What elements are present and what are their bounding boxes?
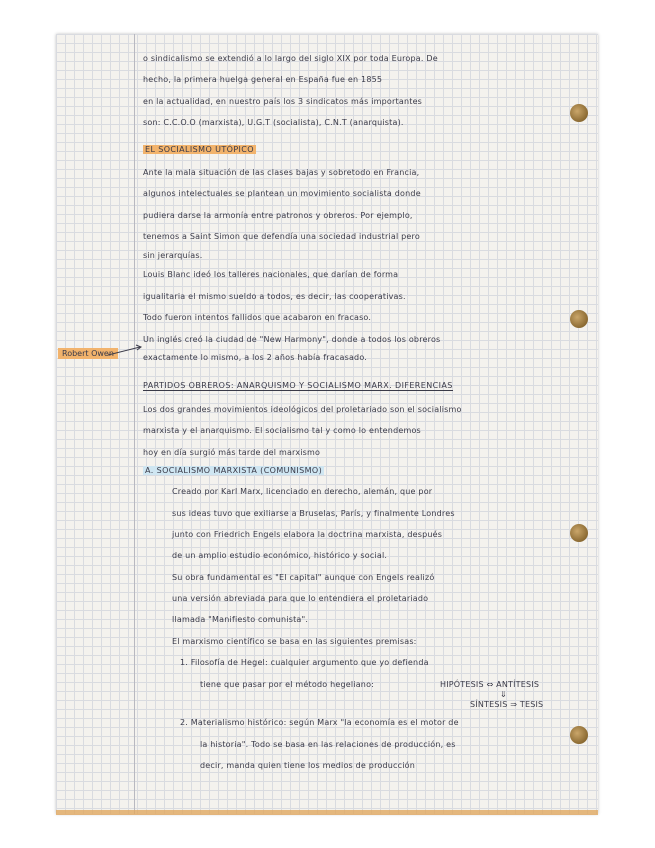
dialectic-line: HIPÓTESIS ⇔ ANTÍTESIS (440, 680, 540, 689)
text-line: marxista y el anarquismo. El socialismo tal y como lo entendemos (143, 426, 421, 435)
text-line: en la actualidad, en nuestro país los 3 sindicatos más importantes (143, 97, 423, 106)
text-line: hoy en día surgió más tarde del marxismo (143, 448, 321, 457)
binder-hole (570, 726, 588, 744)
text-line: hecho, la primera huelga general en España fue en 1855 (143, 75, 383, 84)
binder-hole (570, 310, 588, 328)
text-line: Louis Blanc ideó los talleres nacionales, que darían de forma (143, 270, 399, 279)
section-heading: EL SOCIALISMO UTÓPICO (145, 145, 254, 154)
arrow-down-icon: ⇓ (500, 690, 507, 699)
text-line: de un amplio estudio económico, histórico y social. (172, 551, 388, 560)
text-line: son: C.C.O.O (marxista), U.G.T (socialista), C.N.T (anarquista). (143, 118, 404, 127)
text-line: exactamente lo mismo, a los 2 años había fracasado. (143, 353, 368, 362)
dialectic-line: SÍNTESIS ⇒ TESIS (470, 700, 544, 709)
text-line: llamada "Manifiesto comunista". (172, 615, 309, 624)
section-heading: PARTIDOS OBREROS: ANARQUISMO Y SOCIALISMO MARX. DIFERENCIAS (143, 381, 453, 390)
text-line: Todo fueron intentos fallidos que acabaron en fracaso. (143, 313, 372, 322)
text-line: Creado por Karl Marx, licenciado en derecho, alemán, que por (172, 487, 433, 496)
text-line: o sindicalismo se extendió a lo largo del siglo XIX por toda Europa. De (143, 54, 438, 63)
binder-hole (570, 524, 588, 542)
text-line: El marxismo científico se basa en las siguientes premisas: (172, 637, 417, 646)
list-item: 2. Materialismo histórico: según Marx "la economía es el motor de (180, 718, 459, 727)
subsection-heading: A. SOCIALISMO MARXISTA (COMUNISMO) (145, 466, 323, 475)
text-line: una versión abreviada para que lo entendiera el proletariado (172, 594, 429, 603)
text-line: junto con Friedrich Engels elabora la doctrina marxista, después (172, 530, 443, 539)
notebook-page (56, 34, 598, 814)
text-line: algunos intelectuales se plantean un movimiento socialista donde (143, 189, 421, 198)
text-line: igualitaria el mismo sueldo a todos, es decir, las cooperativas. (143, 292, 406, 301)
text-line: tenemos a Saint Simon que defendía una sociedad industrial pero (143, 232, 420, 241)
text-line: la historia". Todo se basa en las relaciones de producción, es (200, 740, 456, 749)
page-edge (56, 810, 598, 815)
text-line: sin jerarquías. (143, 251, 203, 260)
binder-hole (570, 104, 588, 122)
text-line: Los dos grandes movimientos ideológicos del proletariado son el socialismo (143, 405, 462, 414)
margin-line (134, 34, 135, 814)
text-line: tiene que pasar por el método hegeliano: (200, 680, 375, 689)
arrow-icon (106, 344, 146, 358)
text-line: Su obra fundamental es "El capital" aunque con Engels realizó (172, 573, 435, 582)
text-line: pudiera darse la armonía entre patronos y obreros. Por ejemplo, (143, 211, 413, 220)
margin-note-robert-owen: Robert Owen (58, 348, 118, 359)
list-item: 1. Filosofía de Hegel: cualquier argumento que yo defienda (180, 658, 429, 667)
text-line: sus ideas tuvo que exiliarse a Bruselas, París, y finalmente Londres (172, 509, 455, 518)
text-line: Un inglés creó la ciudad de "New Harmony", donde a todos los obreros (143, 335, 441, 344)
text-line: decir, manda quien tiene los medios de producción (200, 761, 416, 770)
text-line: Ante la mala situación de las clases bajas y sobretodo en Francia, (143, 168, 420, 177)
